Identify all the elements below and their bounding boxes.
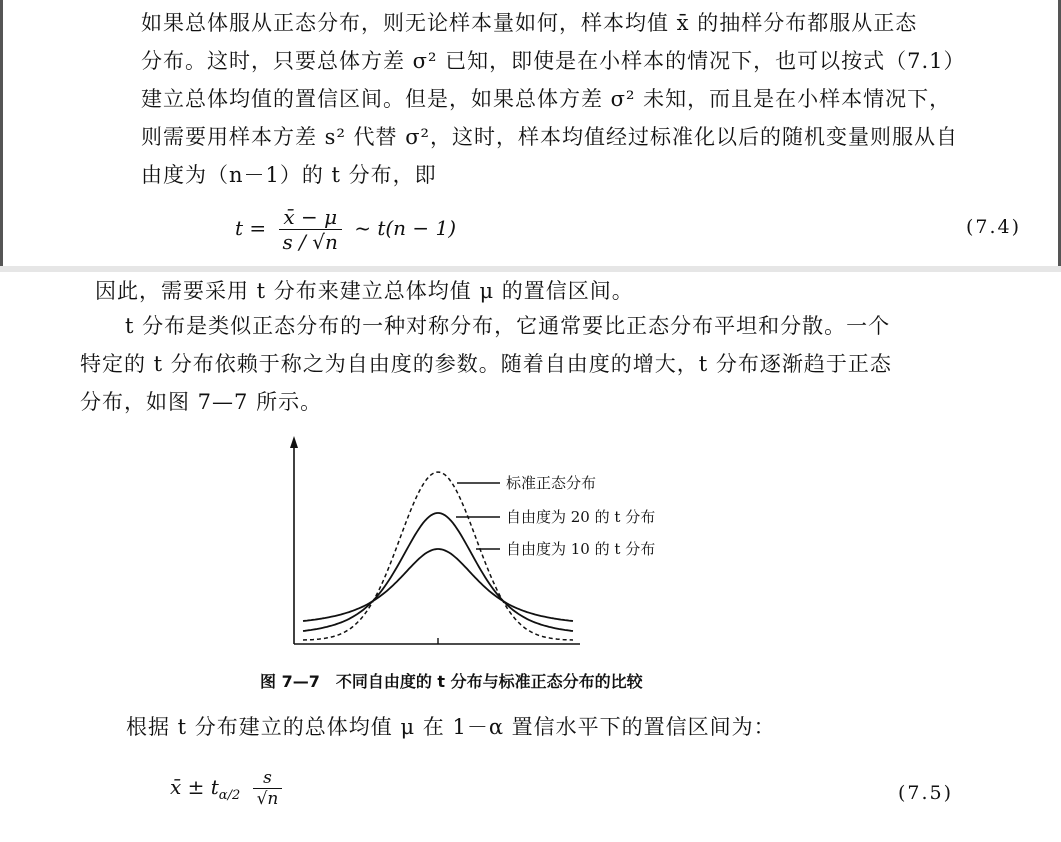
formula-numerator: x̄ − μ [279, 205, 342, 230]
formula-7-5 [170, 768, 288, 809]
curve-t-df-10 [303, 549, 573, 621]
distribution-figure [270, 432, 730, 647]
confidence-interval-paragraph: 根据 t 分布建立的总体均值 μ 在 1－α 置信水平下的置信区间为： [126, 715, 776, 739]
formula-fraction [253, 768, 283, 809]
bottom-page-panel [0, 272, 1061, 842]
formula-denominator: √n [256, 789, 279, 809]
figure-caption: 图 7—7 不同自由度的 t 分布与标准正态分布的比较 [260, 672, 643, 691]
legend [456, 474, 655, 558]
top-page-panel [0, 0, 1061, 266]
text-line: 分布，如图 7—7 所示。 [80, 390, 323, 414]
text-line: t 分布是类似正态分布的一种对称分布，它通常要比正态分布平坦和分散。一个 [125, 314, 891, 338]
legend-label-t10: 自由度为 10 的 t 分布 [506, 540, 656, 558]
legend-label-t20: 自由度为 20 的 t 分布 [506, 508, 656, 526]
t-distribution-paragraph [80, 307, 892, 421]
legend-label-normal: 标准正态分布 [506, 474, 597, 492]
text-line: 特定的 t 分布依赖于称之为自由度的参数。随着自由度的增大，t 分布逐渐趋于正态 [80, 352, 892, 376]
text-line: 建立总体均值的置信区间。但是，如果总体方差 σ² 未知，而且是在小样本情况下， [141, 87, 952, 111]
intro-paragraph: 因此，需要采用 t 分布来建立总体均值 μ 的置信区间。 [95, 279, 634, 303]
formula-subscript: α/2 [218, 788, 241, 803]
equation-number: (7.5) [898, 782, 954, 804]
formula-7-4 [235, 205, 456, 254]
y-axis [290, 436, 298, 644]
formula-lhs: x̄ ± t [170, 775, 219, 799]
text-line: 如果总体服从正态分布，则无论样本量如何，样本均值 x̄ 的抽样分布都服从正态 [141, 11, 918, 35]
formula-rhs: ~ t(n − 1) [354, 216, 457, 240]
equation-number: (7.4) [966, 216, 1022, 238]
formula-denominator: s / √n [282, 230, 338, 254]
text-line: 由度为（n－1）的 t 分布，即 [141, 163, 437, 187]
formula-numerator: s [253, 768, 283, 789]
formula-fraction [279, 205, 342, 254]
text-line: 则需要用样本方差 s² 代替 σ²，这时，样本均值经过标准化以后的随机变量则服从自 [141, 125, 958, 149]
text-line: 分布。这时，只要总体方差 σ² 已知，即使是在小样本的情况下，也可以按式（7.1） [141, 49, 966, 73]
top-paragraph [141, 4, 966, 194]
formula-lhs: t = [235, 216, 267, 240]
